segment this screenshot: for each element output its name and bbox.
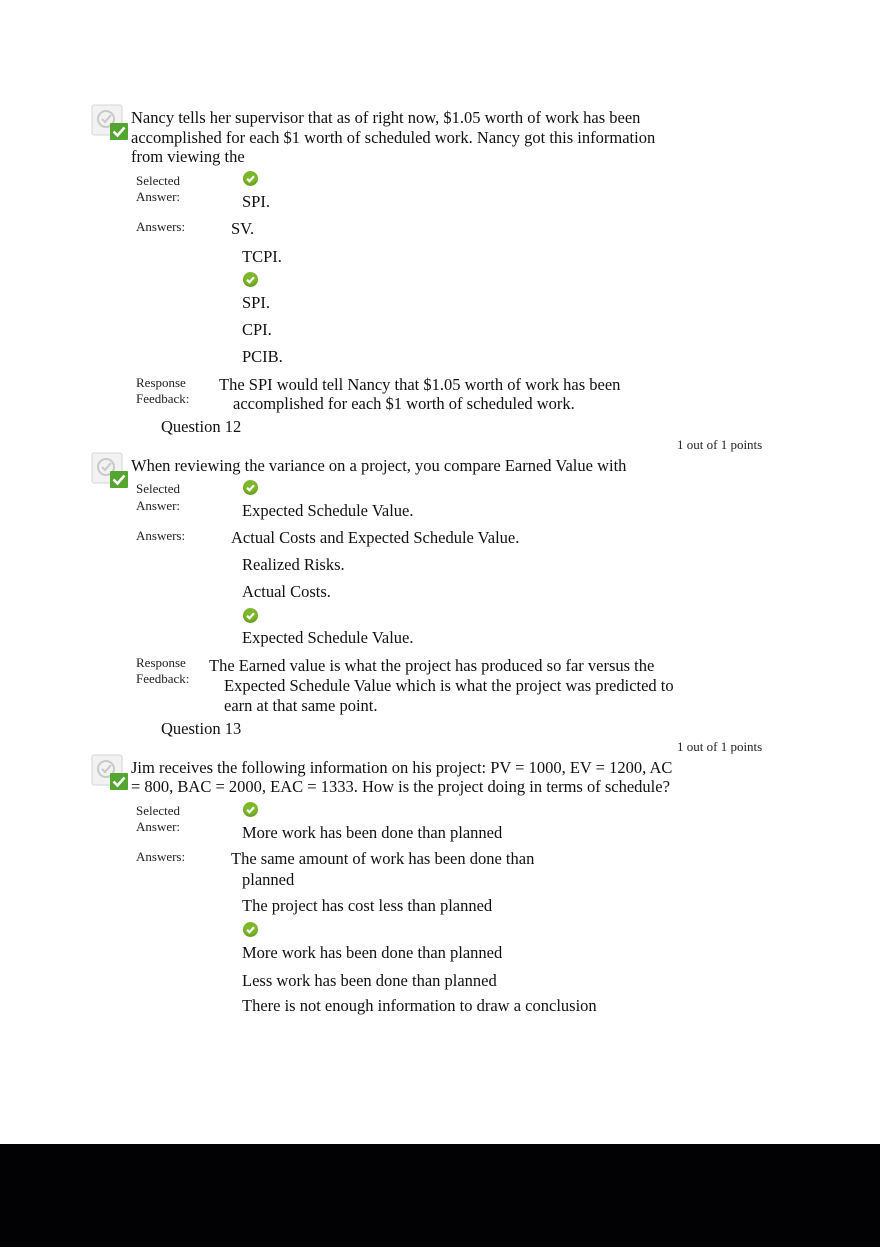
response-feedback-text: accomplished for each $1 worth of scheduled work. [233, 394, 575, 413]
response-feedback-text: earn at that same point. [224, 696, 378, 715]
points-score: 1 out of 1 points [677, 739, 763, 754]
check-circle-icon [243, 802, 258, 817]
answer-option-correct: More work has been done than planned [242, 943, 503, 962]
response-feedback-label: Response [136, 655, 186, 670]
correct-question-icon [91, 104, 129, 140]
bottom-black-bar [0, 1144, 880, 1247]
check-circle-icon [243, 171, 258, 186]
check-circle-icon [243, 272, 258, 287]
points-score: 1 out of 1 points [677, 437, 763, 452]
answer-option: SV. [231, 219, 255, 238]
question-text-line: = 800, BAC = 2000, EAC = 1333. How is the project doing in terms of schedule? [131, 777, 670, 796]
selected-answer-label: Selected [136, 803, 181, 818]
response-feedback-text: The Earned value is what the project has produced so far versus the [209, 656, 655, 675]
selected-answer-label: Answer: [136, 498, 181, 513]
question-text-line: Nancy tells her supervisor that as of right now, $1.05 worth of work has been [131, 108, 641, 127]
answers-label: Answers: [136, 219, 186, 234]
question-text-line: Jim receives the following information on his project: PV = 1000, EV = 1200, AC [131, 758, 673, 777]
response-feedback-text: Expected Schedule Value which is what the project was predicted to [224, 676, 674, 695]
answer-option: Actual Costs. [242, 582, 331, 601]
selected-answer: More work has been done than planned [242, 823, 503, 842]
selected-answer: SPI. [242, 192, 270, 211]
answer-option-correct: Expected Schedule Value. [242, 628, 414, 647]
answer-option-correct: SPI. [242, 293, 270, 312]
question-text-line: When reviewing the variance on a project, you compare Earned Value with [131, 456, 627, 475]
answer-option: The same amount of work has been done than [231, 849, 535, 868]
answer-option: Less work has been done than planned [242, 971, 497, 990]
check-circle-icon [243, 922, 258, 937]
answers-label: Answers: [136, 849, 186, 864]
question-title: Question 13 [161, 719, 242, 738]
answer-option: The project has cost less than planned [242, 896, 493, 915]
response-feedback-label: Response [136, 375, 186, 390]
response-feedback-text: The SPI would tell Nancy that $1.05 worth of work has been [219, 375, 621, 394]
selected-answer-label: Answer: [136, 189, 181, 204]
answer-option: CPI. [242, 320, 272, 339]
check-circle-icon [243, 480, 258, 495]
question-text-line: from viewing the [131, 147, 245, 166]
response-feedback-label: Feedback: [136, 671, 190, 686]
answers-label: Answers: [136, 528, 186, 543]
answer-option: Realized Risks. [242, 555, 345, 574]
answer-option: There is not enough information to draw a conclusion [242, 996, 597, 1015]
check-circle-icon [243, 608, 258, 623]
correct-question-icon [91, 754, 129, 790]
answer-option-continued: planned [242, 870, 295, 889]
answer-option: Actual Costs and Expected Schedule Value. [231, 528, 520, 547]
answer-option: TCPI. [242, 247, 282, 266]
selected-answer-label: Answer: [136, 819, 181, 834]
correct-question-icon [91, 452, 129, 488]
selected-answer: Expected Schedule Value. [242, 501, 414, 520]
selected-answer-label: Selected [136, 481, 181, 496]
question-title: Question 12 [161, 417, 242, 436]
selected-answer-label: Selected [136, 173, 181, 188]
response-feedback-label: Feedback: [136, 391, 190, 406]
answer-option: PCIB. [242, 347, 283, 366]
question-text-line: accomplished for each $1 worth of scheduled work. Nancy got this information [131, 128, 656, 147]
